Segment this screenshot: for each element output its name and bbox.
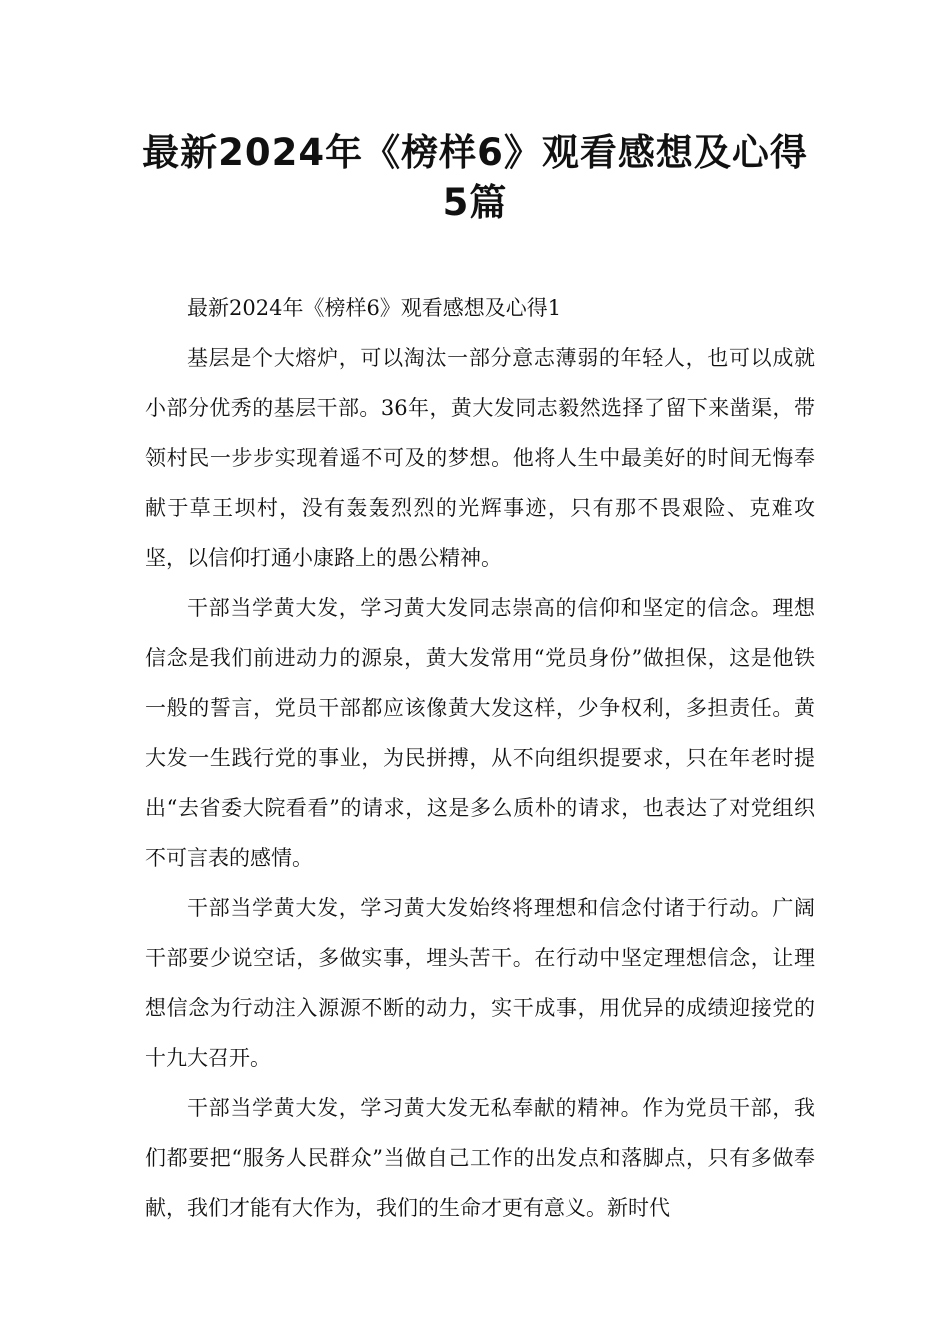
paragraph-3: 干部当学黄大发，学习黄大发始终将理想和信念付诸于行动。广阔干部要少说空话，多做实事，埋头苦干。在行动中坚定理想信念，让理想信念为行动注入源源不断的动力，实干成事，用优异的成绩迎接党的十九大召开。	[145, 896, 815, 1070]
paragraph-1: 基层是个大熔炉，可以淘汰一部分意志薄弱的年轻人，也可以成就小部分优秀的基层干部。36年，黄大发同志毅然选择了留下来凿渠，带领村民一步步实现着遥不可及的梦想。他将人生中最美好的时间无悔奉献于草王坝村，没有轰轰烈烈的光辉事迹，只有那不畏艰险、克难攻坚，以信仰打通小康路上的愚公精神。	[145, 346, 815, 570]
document-title	[100, 128, 850, 228]
paragraph-2: 干部当学黄大发，学习黄大发同志崇高的信仰和坚定的信念。理想信念是我们前进动力的源泉，黄大发常用“党员身份”做担保，这是他铁一般的誓言，党员干部都应该像黄大发这样，少争权利，多担责任。黄大发一生践行党的事业，为民拼搏，从不向组织提要求，只在年老时提出“去省委大院看看”的请求，这是多么质朴的请求，也表达了对党组织不可言表的感情。	[145, 596, 815, 870]
paragraph-4: 干部当学黄大发，学习黄大发无私奉献的精神。作为党员干部，我们都要把“服务人民群众”当做自己工作的出发点和落脚点，只有多做奉献，我们才能有大作为，我们的生命才更有意义。新时代	[145, 1096, 815, 1220]
section-heading: 最新2024年《榜样6》观看感想及心得1	[187, 296, 562, 320]
title-line-1: 最新2024年《榜样6》观看感想及心得	[142, 131, 808, 174]
title-line-2: 5篇	[442, 181, 508, 224]
document-body	[145, 283, 815, 1233]
